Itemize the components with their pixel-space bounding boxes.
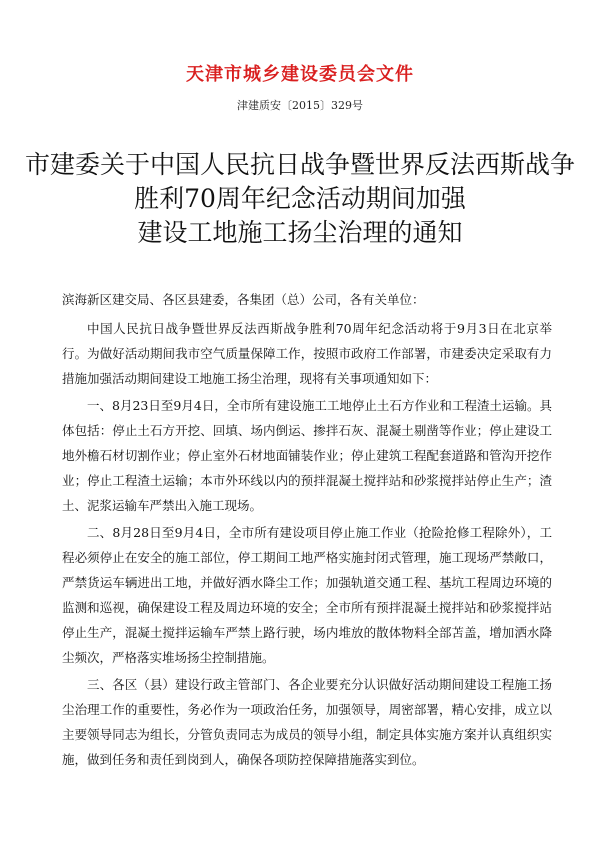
title-line-3: 建设工地施工扬尘治理的通知 [137, 218, 463, 247]
document-body [62, 287, 552, 774]
addressee: 滨海新区建交局、各区县建委，各集团（总）公司，各有关单位： [62, 292, 425, 307]
document-title [0, 148, 600, 250]
paragraph-item-1: 一、8月23日至9月4日，全市所有建设施工工地停止土石方作业和工程渣土运输。具体包括：停止土石方开挖、回填、场内倒运、掺拌石灰、混凝土剔凿等作业；停止建设工地外檐石材切割作业；停止室外石材地面铺装作业；停止建筑工程配套道路和管沟开挖作业；停止工程渣土运输；本市外环线以内的预拌混凝土搅拌站和砂浆搅拌站停止生产；渣土、泥浆运输车严禁出入施工现场。 [62, 398, 552, 513]
title-line-2: 胜利70周年纪念活动期间加强 [134, 184, 466, 213]
title-line-1: 市建委关于中国人民抗日战争暨世界反法西斯战争 [24, 150, 575, 179]
issuer-header: 天津市城乡建设委员会文件 [186, 64, 414, 85]
paragraph-item-2: 二、8月28日至9月4日，全市所有建设项目停止施工作业（抢险抢修工程除外），工程必须停止在安全的施工部位，停工期间工地严格实施封闭式管理，施工现场严禁敞口，严禁货运车辆进出工地，并做好洒水降尘工作；加强轨道交通工程、基坑工程周边环境的监测和巡视，确保建设工程及周边环境的安全；全市所有预拌混凝土搅拌站和砂浆搅拌站停止生产，混凝土搅拌运输车严禁上路行驶，场内堆放的散体物料全部苫盖，增加洒水降尘频次，严格落实堆场扬尘控制措施。 [62, 525, 552, 665]
paragraph-intro: 中国人民抗日战争暨世界反法西斯战争胜利70周年纪念活动将于9月3日在北京举行。为做好活动期间我市空气质量保障工作，按照市政府工作部署，市建委决定采取有力措施加强活动期间建设工地施工扬尘治理，现将有关事项通知如下： [62, 321, 552, 386]
paragraph-item-3: 三、各区（县）建设行政主管部门、各企业要充分认识做好活动期间建设工程施工扬尘治理工作的重要性，务必作为一项政治任务，加强领导，周密部署，精心安排，成立以主要领导同志为组长，分管负责同志为成员的领导小组，制定具体实施方案并认真组织实施，做到任务和责任到岗到人，确保各项防控保障措施落实到位。 [62, 677, 552, 767]
document-number: 津建质安〔2015〕329号 [237, 99, 363, 112]
